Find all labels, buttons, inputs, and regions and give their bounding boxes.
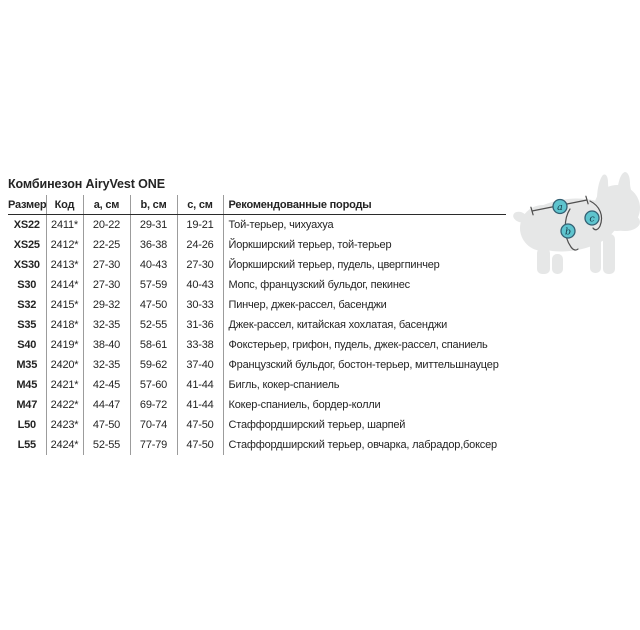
cell-breeds: Фокстерьер, грифон, пудель, джек-рассел, спаниель: [228, 339, 488, 351]
cell-b: 59-62: [130, 355, 177, 375]
header-b-cm: b, см: [130, 195, 177, 215]
cell-size: M35: [8, 355, 46, 375]
cell-a: 27-30: [83, 255, 130, 275]
cell-code: 2415*: [46, 295, 83, 315]
cell-breeds: Стаффордширский терьер, шарпей: [228, 419, 406, 431]
cell-a: 22-25: [83, 235, 130, 255]
page-title: Комбинезон AiryVest ONE: [8, 177, 165, 191]
table-row: [8, 315, 506, 335]
cell-size: S30: [8, 275, 46, 295]
dog-measurement-diagram: [505, 168, 640, 303]
cell-c: 47-50: [177, 435, 223, 455]
cell-c: 27-30: [177, 255, 223, 275]
label-c: c: [589, 213, 595, 225]
cell-c: 47-50: [177, 415, 223, 435]
cell-code: 2418*: [46, 315, 83, 335]
header-c-cm: c, см: [177, 195, 223, 215]
cell-c: 30-33: [177, 295, 223, 315]
cell-size: L55: [8, 435, 46, 455]
cell-breeds: Мопс, французский бульдог, пекинес: [228, 279, 410, 291]
table-row: [8, 335, 506, 355]
label-b: b: [564, 226, 572, 238]
table-row: [8, 275, 506, 295]
cell-c: 41-44: [177, 375, 223, 395]
cell-b: 29-31: [130, 215, 177, 236]
table-row: [8, 355, 506, 375]
cell-b: 52-55: [130, 315, 177, 335]
cell-c: 31-36: [177, 315, 223, 335]
cell-code: 2414*: [46, 275, 83, 295]
cell-a: 44-47: [83, 395, 130, 415]
cell-a: 42-45: [83, 375, 130, 395]
cell-size: L50: [8, 415, 46, 435]
cell-b: 69-72: [130, 395, 177, 415]
cell-c: 40-43: [177, 275, 223, 295]
cell-size: M45: [8, 375, 46, 395]
table-row: [8, 215, 506, 236]
cell-code: 2424*: [46, 435, 83, 455]
cell-size: XS30: [8, 255, 46, 275]
cell-b: 36-38: [130, 235, 177, 255]
cell-b: 57-60: [130, 375, 177, 395]
cell-b: 70-74: [130, 415, 177, 435]
cell-breeds: Кокер-спаниель, бордер-колли: [228, 399, 381, 411]
table-row: [8, 375, 506, 395]
cell-b: 40-43: [130, 255, 177, 275]
cell-code: 2422*: [46, 395, 83, 415]
table-header-row: [8, 195, 506, 215]
cell-code: 2411*: [46, 215, 83, 236]
cell-a: 20-22: [83, 215, 130, 236]
cell-a: 32-35: [83, 355, 130, 375]
cell-size: XS25: [8, 235, 46, 255]
header-code: Код: [46, 195, 83, 215]
cell-code: 2412*: [46, 235, 83, 255]
cell-code: 2423*: [46, 415, 83, 435]
cell-c: 37-40: [177, 355, 223, 375]
header-a-cm: a, см: [83, 195, 130, 215]
cell-size: S40: [8, 335, 46, 355]
cell-breeds: Французский бульдог, бостон-терьер, миттельшнауцер: [228, 359, 499, 371]
cell-size: M47: [8, 395, 46, 415]
cell-code: 2420*: [46, 355, 83, 375]
cell-b: 57-59: [130, 275, 177, 295]
dog-ear-right: [617, 172, 634, 197]
cell-breeds: Пинчер, джек-рассел, басенджи: [228, 299, 387, 311]
header-size: Размер: [8, 195, 46, 215]
table-row: [8, 395, 506, 415]
cell-code: 2421*: [46, 375, 83, 395]
table-row: [8, 415, 506, 435]
cell-c: 19-21: [177, 215, 223, 236]
cell-a: 32-35: [83, 315, 130, 335]
cell-a: 52-55: [83, 435, 130, 455]
cell-breeds: Бигль, кокер-спаниель: [228, 379, 340, 391]
table-row: [8, 255, 506, 275]
cell-code: 2419*: [46, 335, 83, 355]
cell-a: 47-50: [83, 415, 130, 435]
cell-c: 24-26: [177, 235, 223, 255]
cell-breeds: Йоркширский терьер, пудель, цвергпинчер: [228, 259, 440, 271]
cell-a: 38-40: [83, 335, 130, 355]
cell-breeds: Джек-рассел, китайская хохлатая, басенджи: [228, 319, 448, 331]
cell-size: S32: [8, 295, 46, 315]
table-row: [8, 235, 506, 255]
cell-c: 41-44: [177, 395, 223, 415]
cell-breeds: Стаффордширский терьер, овчарка, лабрадор,боксер: [228, 439, 497, 451]
cell-size: S35: [8, 315, 46, 335]
cell-a: 29-32: [83, 295, 130, 315]
table-row: [8, 295, 506, 315]
cell-a: 27-30: [83, 275, 130, 295]
cell-breeds: Той-терьер, чихуахуа: [228, 219, 334, 231]
cell-b: 58-61: [130, 335, 177, 355]
header-breeds: Рекомендованные породы: [223, 195, 506, 215]
table-row: [8, 435, 506, 455]
cell-b: 47-50: [130, 295, 177, 315]
cell-c: 33-38: [177, 335, 223, 355]
dog-silhouette-image: [512, 172, 640, 274]
cell-breeds: Йоркширский терьер, той-терьер: [228, 239, 392, 251]
size-table: [8, 195, 506, 455]
cell-code: 2413*: [46, 255, 83, 275]
label-a: a: [557, 202, 563, 213]
cell-size: XS22: [8, 215, 46, 236]
cell-b: 77-79: [130, 435, 177, 455]
